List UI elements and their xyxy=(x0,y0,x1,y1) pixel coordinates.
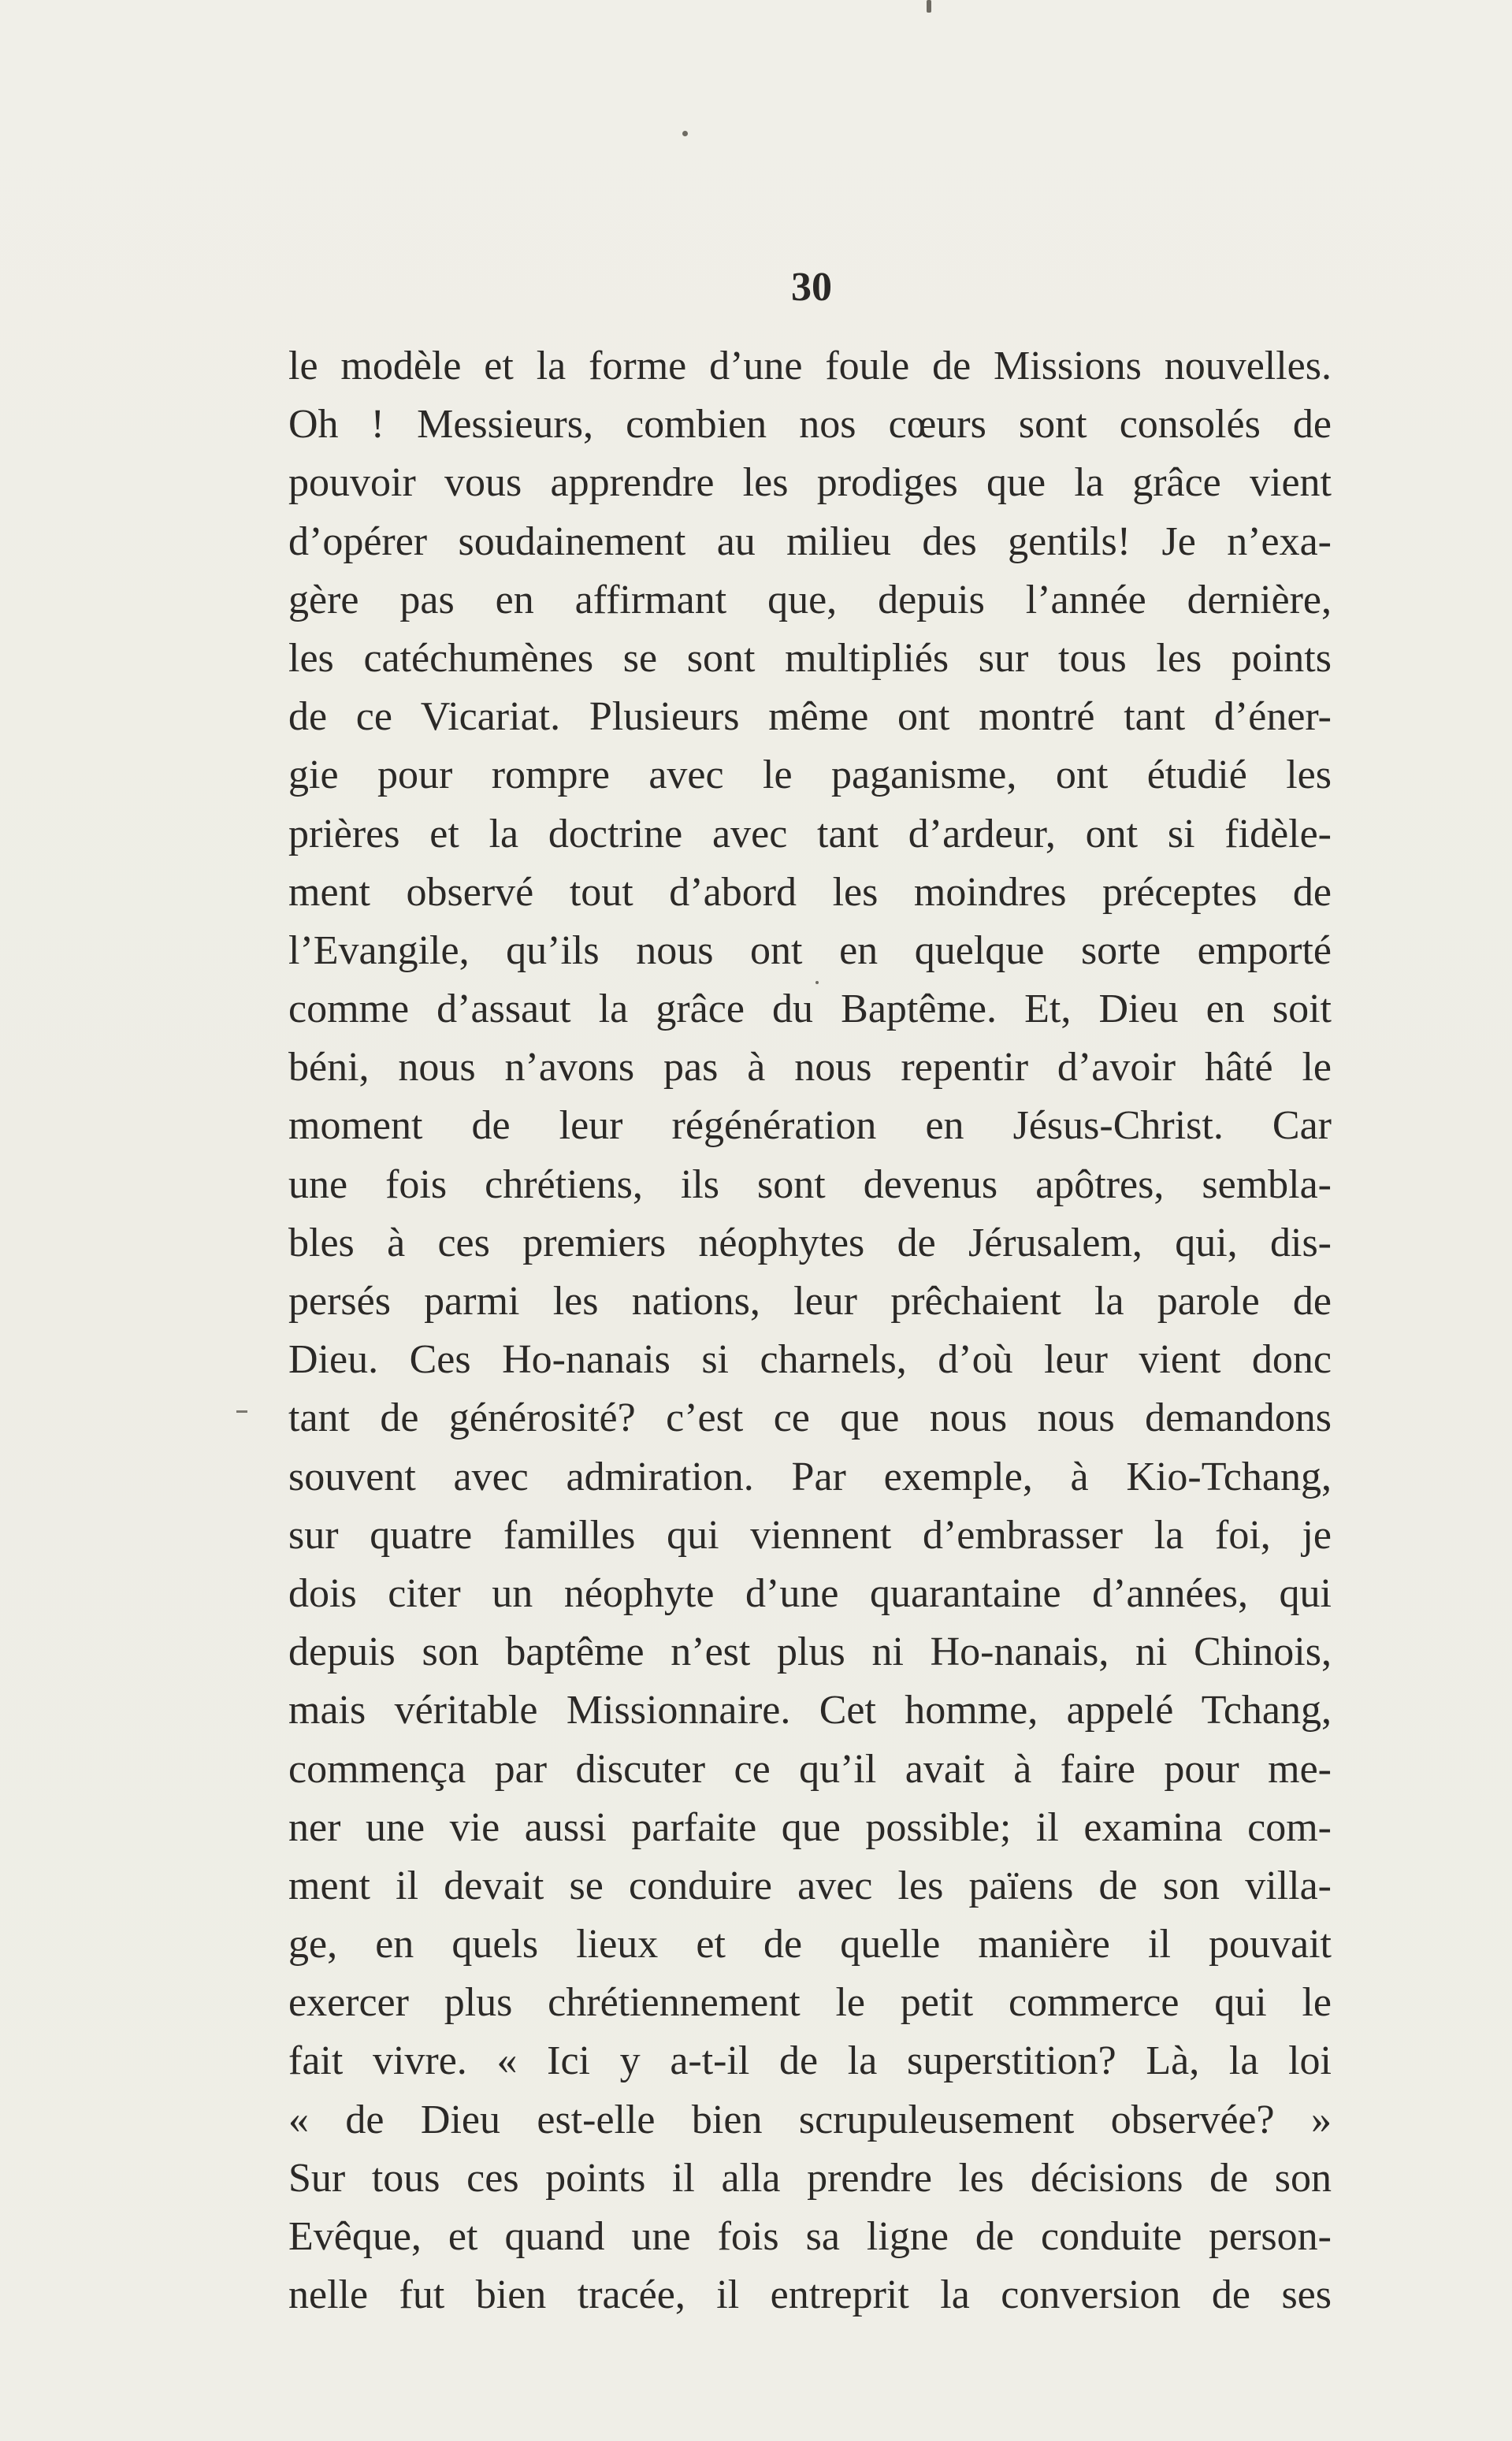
ink-speck xyxy=(682,131,688,136)
text-line: depuis son baptême n’est plus ni Ho-nanais, ni Chinois, xyxy=(288,1629,1332,1675)
text-line: l’Evangile, qu’ils nous ont en quelque sorte emporté xyxy=(288,927,1332,973)
text-line: gère pas en affirmant que, depuis l’année dernière, xyxy=(288,577,1332,622)
text-line: gie pour rompre avec le paganisme, ont étudié les xyxy=(288,752,1332,798)
text-line: Sur tous ces points il alla prendre les décisions de son xyxy=(288,2155,1332,2201)
text-line: tant de générosité? c’est ce que nous nous demandons xyxy=(288,1395,1332,1441)
text-line: nelle fut bien tracée, il entreprit la conversion de ses xyxy=(288,2272,1332,2318)
text-line: ment observé tout d’abord les moindres préceptes de xyxy=(288,869,1332,915)
text-line: sur quatre familles qui viennent d’embrasser la foi, je xyxy=(288,1512,1332,1558)
text-line: Evêque, et quand une fois sa ligne de conduite person- xyxy=(288,2214,1332,2259)
text-line: souvent avec admiration. Par exemple, à Kio-Tchang, xyxy=(288,1454,1332,1499)
body-text xyxy=(288,337,1332,2324)
text-line: d’opérer soudainement au milieu des gentils! Je n’exa- xyxy=(288,518,1332,564)
text-line: de ce Vicariat. Plusieurs même ont montré tant d’éner- xyxy=(288,694,1332,740)
text-line: commença par discuter ce qu’il avait à faire pour me- xyxy=(288,1746,1332,1792)
text-line: le modèle et la forme d’une foule de Missions nouvelles. xyxy=(288,344,1332,388)
text-line: comme d’assaut la grâce du Baptême. Et, Dieu en soit xyxy=(288,986,1332,1032)
text-line: mais véritable Missionnaire. Cet homme, appelé Tchang, xyxy=(288,1688,1332,1733)
text-line: ge, en quels lieux et de quelle manière il pouvait xyxy=(288,1922,1332,1967)
text-line: pouvoir vous apprendre les prodiges que la grâce vient xyxy=(288,460,1332,506)
text-line: ment il devait se conduire avec les païens de son villa- xyxy=(288,1863,1332,1908)
text-line: les catéchumènes se sont multipliés sur tous les points xyxy=(288,635,1332,681)
page-number: 30 xyxy=(791,265,832,310)
text-line: dois citer un néophyte d’une quarantaine d’années, qui xyxy=(288,1570,1332,1616)
text-line: Dieu. Ces Ho-nanais si charnels, d’où leur vient donc xyxy=(288,1337,1332,1383)
text-line: prières et la doctrine avec tant d’ardeur, ont si fidèle- xyxy=(288,811,1332,856)
text-line: fait vivre. « Ici y a-t-il de la superstition? Là, la loi xyxy=(288,2038,1332,2084)
ink-speck xyxy=(927,0,931,13)
text-line: béni, nous n’avons pas à nous repentir d’avoir hâté le xyxy=(288,1045,1332,1090)
text-line: persés parmi les nations, leur prêchaient la parole de xyxy=(288,1279,1332,1324)
text-line: exercer plus chrétiennement le petit commerce qui le xyxy=(288,1980,1332,2026)
margin-mark xyxy=(236,1410,247,1413)
text-line: « de Dieu est-elle bien scrupuleusement observée? » xyxy=(288,2097,1332,2142)
text-line: bles à ces premiers néophytes de Jérusalem, qui, dis- xyxy=(288,1220,1332,1265)
text-line: Oh ! Messieurs, combien nos cœurs sont consolés de xyxy=(288,402,1332,448)
text-line: ner une vie aussi parfaite que possible; il examina com- xyxy=(288,1804,1332,1850)
text-line: moment de leur régénération en Jésus-Christ. Car xyxy=(288,1103,1332,1149)
text-line: une fois chrétiens, ils sont devenus apôtres, sembla- xyxy=(288,1161,1332,1207)
